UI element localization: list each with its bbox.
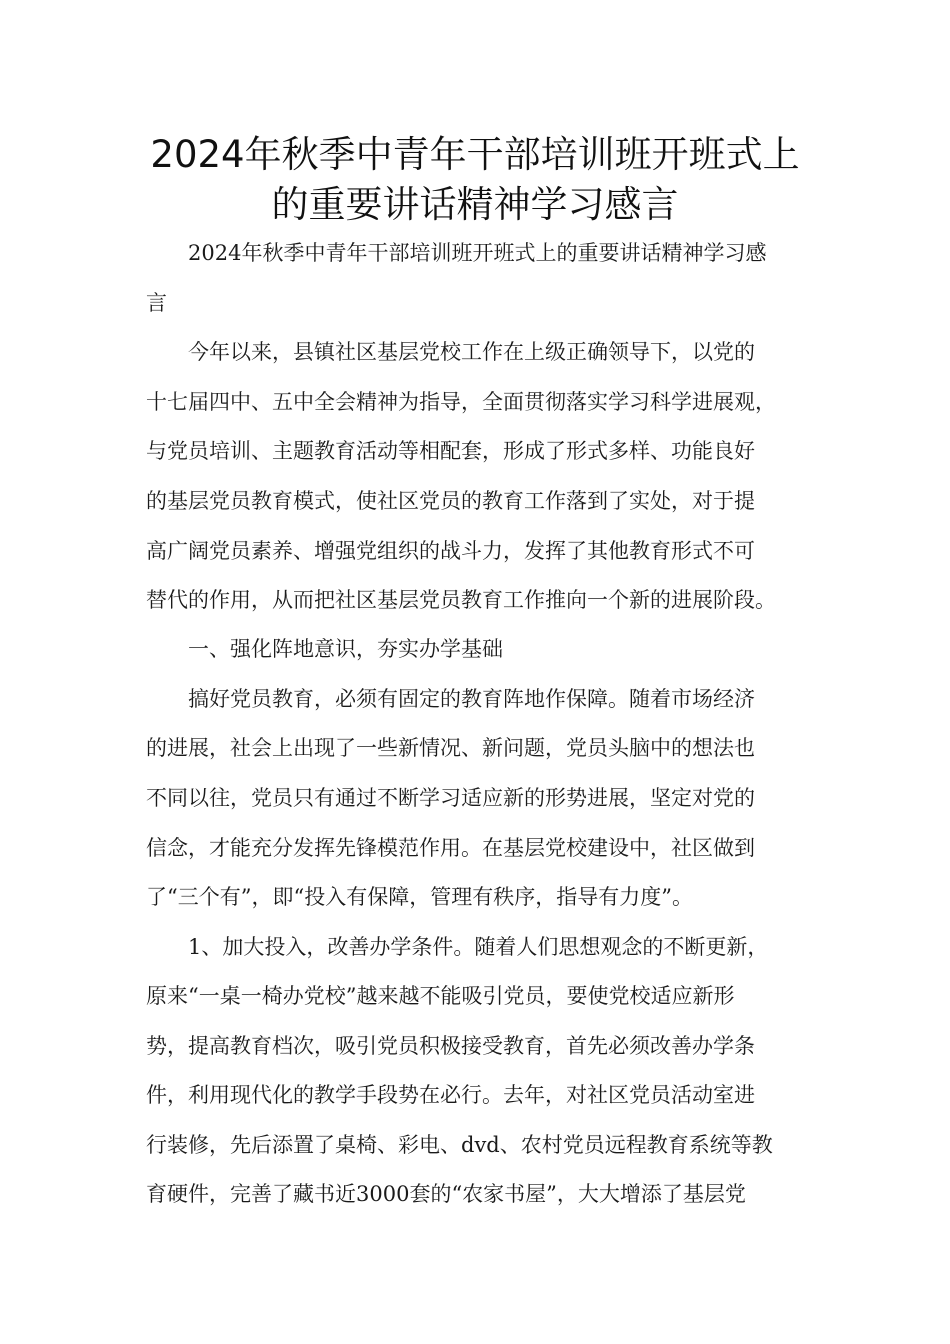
paragraph-line: 了“三个有”，即“投入有保障，管理有秩序，指导有力度”。 xyxy=(146,885,693,909)
paragraph-line: 的进展，社会上出现了一些新情况、新问题，党员头脑中的想法也 xyxy=(146,736,755,760)
paragraph-line: 搞好党员教育，必须有固定的教育阵地作保障。随着市场经济 xyxy=(188,687,755,711)
subtitle-line-1: 2024年秋季中青年干部培训班开班式上的重要讲话精神学习感 xyxy=(188,241,767,265)
paragraph-line: 高广阔党员素养、增强党组织的战斗力，发挥了其他教育形式不可 xyxy=(146,539,755,563)
paragraph-line: 行装修，先后添置了桌椅、彩电、dvd、农村党员远程教育系统等教 xyxy=(146,1133,773,1157)
paragraph-line: 育硬件，完善了藏书近3000套的“农家书屋”，大大增添了基层党 xyxy=(146,1182,746,1206)
paragraph-line: 不同以往，党员只有通过不断学习适应新的形势进展，坚定对党的 xyxy=(146,786,755,810)
paragraph-line: 替代的作用，从而把社区基层党员教育工作推向一个新的进展阶段。 xyxy=(146,588,776,612)
document-title-line-1: 2024年秋季中青年干部培训班开班式上 xyxy=(150,133,800,176)
paragraph-line: 势，提高教育档次，吸引党员积极接受教育，首先必须改善办学条 xyxy=(146,1034,755,1058)
paragraph-line: 信念，才能充分发挥先锋模范作用。在基层党校建设中，社区做到 xyxy=(146,836,755,860)
paragraph-line: 的基层党员教育模式，使社区党员的教育工作落到了实处，对于提 xyxy=(146,489,755,513)
paragraph-line: 原来“一桌一椅办党校”越来越不能吸引党员，要使党校适应新形 xyxy=(146,984,735,1008)
paragraph-line: 今年以来，县镇社区基层党校工作在上级正确领导下，以党的 xyxy=(188,340,755,364)
paragraph-line: 件，利用现代化的教学手段势在必行。去年，对社区党员活动室进 xyxy=(146,1083,755,1107)
paragraph-line: 与党员培训、主题教育活动等相配套，形成了形式多样、功能良好 xyxy=(146,439,755,463)
subtitle-line-2: 言 xyxy=(146,291,167,315)
section-heading: 一、强化阵地意识，夯实办学基础 xyxy=(188,637,503,661)
document-title-line-2: 的重要讲话精神学习感言 xyxy=(271,183,679,226)
paragraph-line: 1、加大投入，改善办学条件。随着人们思想观念的不断更新， xyxy=(188,935,769,959)
paragraph-line: 十七届四中、五中全会精神为指导，全面贯彻落实学习科学进展观， xyxy=(146,390,776,414)
